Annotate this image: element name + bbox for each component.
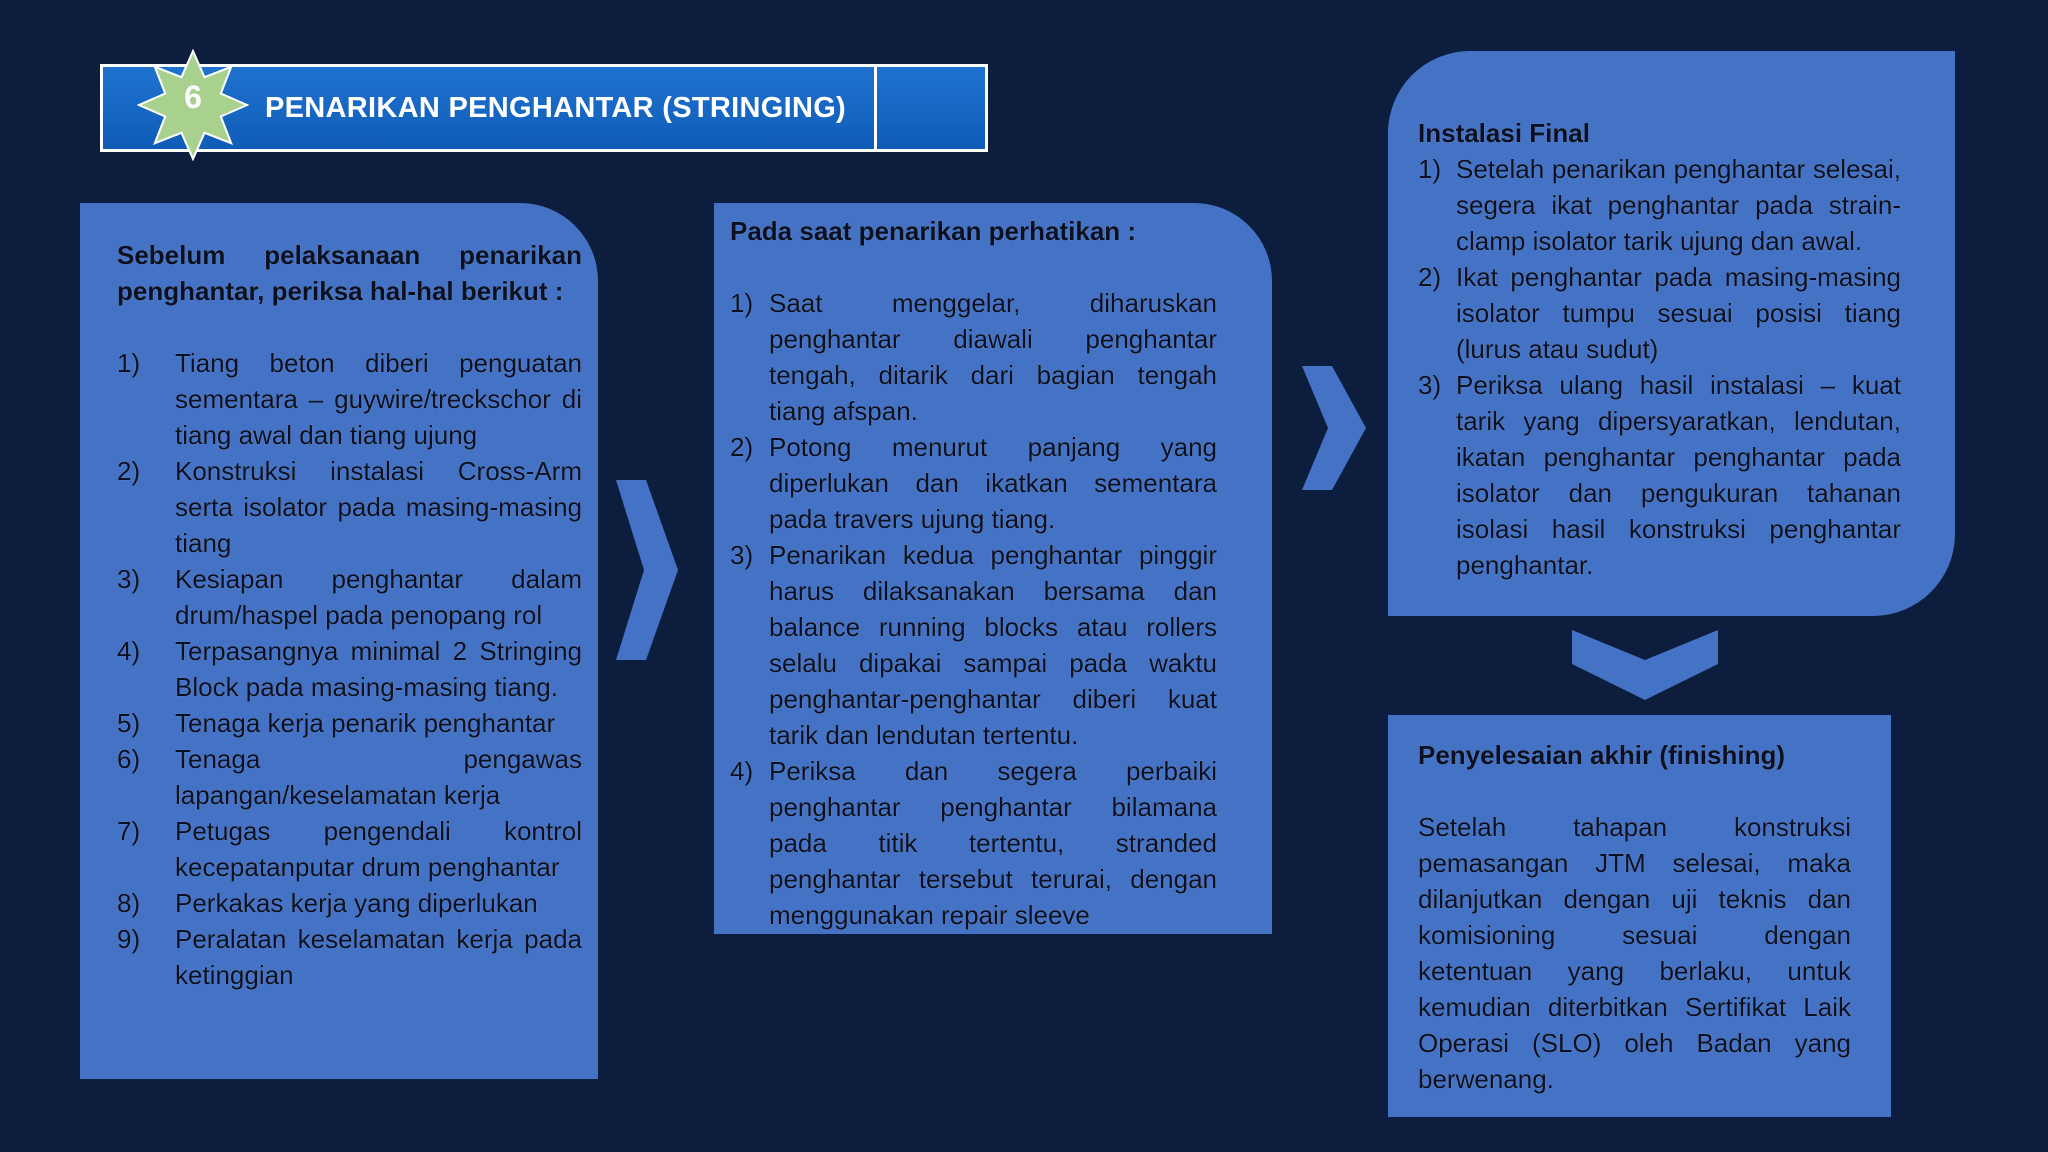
- before-checklist: [117, 345, 582, 993]
- arrow-right-icon: [616, 480, 678, 660]
- final-installation-list: [1418, 151, 1901, 583]
- finishing-panel: [1388, 715, 1891, 1117]
- list-text: Peralatan keselamatan kerja pada ketinggian: [175, 924, 582, 990]
- arrow-down-icon: [1572, 630, 1718, 700]
- final-installation-item: [1418, 151, 1901, 259]
- during-checklist-item: [730, 285, 1217, 429]
- list-text: Periksa dan segera perbaiki penghantar penghantar bilamana pada titik tertentu, stranded penghantar tersebut terurai, dengan menggunakan repair sleeve: [769, 756, 1217, 930]
- before-checklist-item: [117, 633, 582, 705]
- before-checklist-item: [117, 921, 582, 993]
- list-text: Potong menurut panjang yang diperlukan dan ikatkan sementara pada travers ujung tiang.: [769, 432, 1217, 534]
- list-text: Setelah penarikan penghantar selesai, segera ikat penghantar pada strain-clamp isolator tarik ujung dan awal.: [1456, 154, 1901, 256]
- before-stringing-panel: [80, 203, 598, 1079]
- before-checklist-item: [117, 813, 582, 885]
- before-checklist-item: [117, 345, 582, 453]
- list-text: Perkakas kerja yang diperlukan: [175, 888, 538, 918]
- before-checklist-item: [117, 705, 582, 741]
- list-text: Kesiapan penghantar dalam drum/haspel pada penopang rol: [175, 564, 582, 630]
- list-number: 3): [1418, 370, 1442, 400]
- header-divider: [874, 67, 877, 149]
- list-text: Petugas pengendali kontrol kecepatanputar drum penghantar: [175, 816, 582, 882]
- during-checklist-item: [730, 429, 1217, 537]
- during-checklist: [730, 285, 1217, 933]
- final-installation-panel: [1388, 51, 1955, 616]
- list-text: Tenaga pengawas lapangan/keselamatan kerja: [175, 744, 582, 810]
- list-text: Ikat penghantar pada masing-masing isolator tumpu sesuai posisi tiang (lurus atau sudut): [1456, 262, 1901, 364]
- list-number: 2): [117, 456, 141, 486]
- list-number: 3): [730, 540, 754, 570]
- list-number: 1): [117, 348, 141, 378]
- before-heading: Sebelum pelaksanaan penarikan penghantar, periksa hal-hal berikut :: [117, 240, 582, 306]
- list-number: 1): [730, 288, 754, 318]
- list-number: 9): [117, 924, 141, 954]
- arrow-right-icon: [1302, 366, 1366, 490]
- during-stringing-panel: [714, 203, 1272, 934]
- before-checklist-item: [117, 561, 582, 633]
- during-heading: Pada saat penarikan perhatikan :: [730, 216, 1137, 246]
- before-checklist-item: [117, 885, 582, 921]
- list-number: 8): [117, 888, 141, 918]
- list-number: 4): [730, 756, 754, 786]
- list-text: Penarikan kedua penghantar pinggir harus dilaksanakan bersama dan balance running blocks atau rollers selalu dipakai sampai pada waktu penghantar-penghantar diberi kuat tarik dan lendutan tertentu.: [769, 540, 1217, 750]
- list-number: 3): [117, 564, 141, 594]
- finishing-heading: Penyelesaian akhir (finishing): [1418, 740, 1785, 770]
- step-badge: [137, 49, 249, 161]
- final-installation-item: [1418, 367, 1901, 583]
- list-number: 6): [117, 744, 141, 774]
- list-number: 4): [117, 636, 141, 666]
- before-checklist-item: [117, 741, 582, 813]
- step-number: 6: [184, 79, 202, 115]
- list-number: 2): [730, 432, 754, 462]
- list-text: Periksa ulang hasil instalasi – kuat tarik yang dipersyaratkan, lendutan, ikatan penghantar penghantar pada isolator dan pengukuran tahanan isolasi hasil konstruksi penghantar penghantar.: [1456, 370, 1901, 580]
- final-installation-heading: Instalasi Final: [1418, 118, 1590, 148]
- before-checklist-item: [117, 453, 582, 561]
- list-number: 5): [117, 708, 141, 738]
- list-number: 1): [1418, 154, 1442, 184]
- during-checklist-item: [730, 537, 1217, 753]
- list-text: Tenaga kerja penarik penghantar: [175, 708, 556, 738]
- list-number: 7): [117, 816, 141, 846]
- during-checklist-item: [730, 753, 1217, 933]
- list-text: Konstruksi instalasi Cross-Arm serta isolator pada masing-masing tiang: [175, 456, 582, 558]
- list-text: Terpasangnya minimal 2 Stringing Block pada masing-masing tiang.: [175, 636, 582, 702]
- finishing-text: Setelah tahapan konstruksi pemasangan JTM selesai, maka dilanjutkan dengan uji teknis dan komisioning sesuai dengan ketentuan yang berlaku, untuk kemudian diterbitkan Sertifikat Laik Operasi (SLO) oleh Badan yang berwenang.: [1418, 812, 1851, 1094]
- list-number: 2): [1418, 262, 1442, 292]
- final-installation-item: [1418, 259, 1901, 367]
- page-title: PENARIKAN PENGHANTAR (STRINGING): [265, 92, 847, 124]
- list-text: Tiang beton diberi penguatan sementara – guywire/treckschor di tiang awal dan tiang ujung: [175, 348, 582, 450]
- list-text: Saat menggelar, diharuskan penghantar diawali penghantar tengah, ditarik dari bagian tengah tiang afspan.: [769, 288, 1217, 426]
